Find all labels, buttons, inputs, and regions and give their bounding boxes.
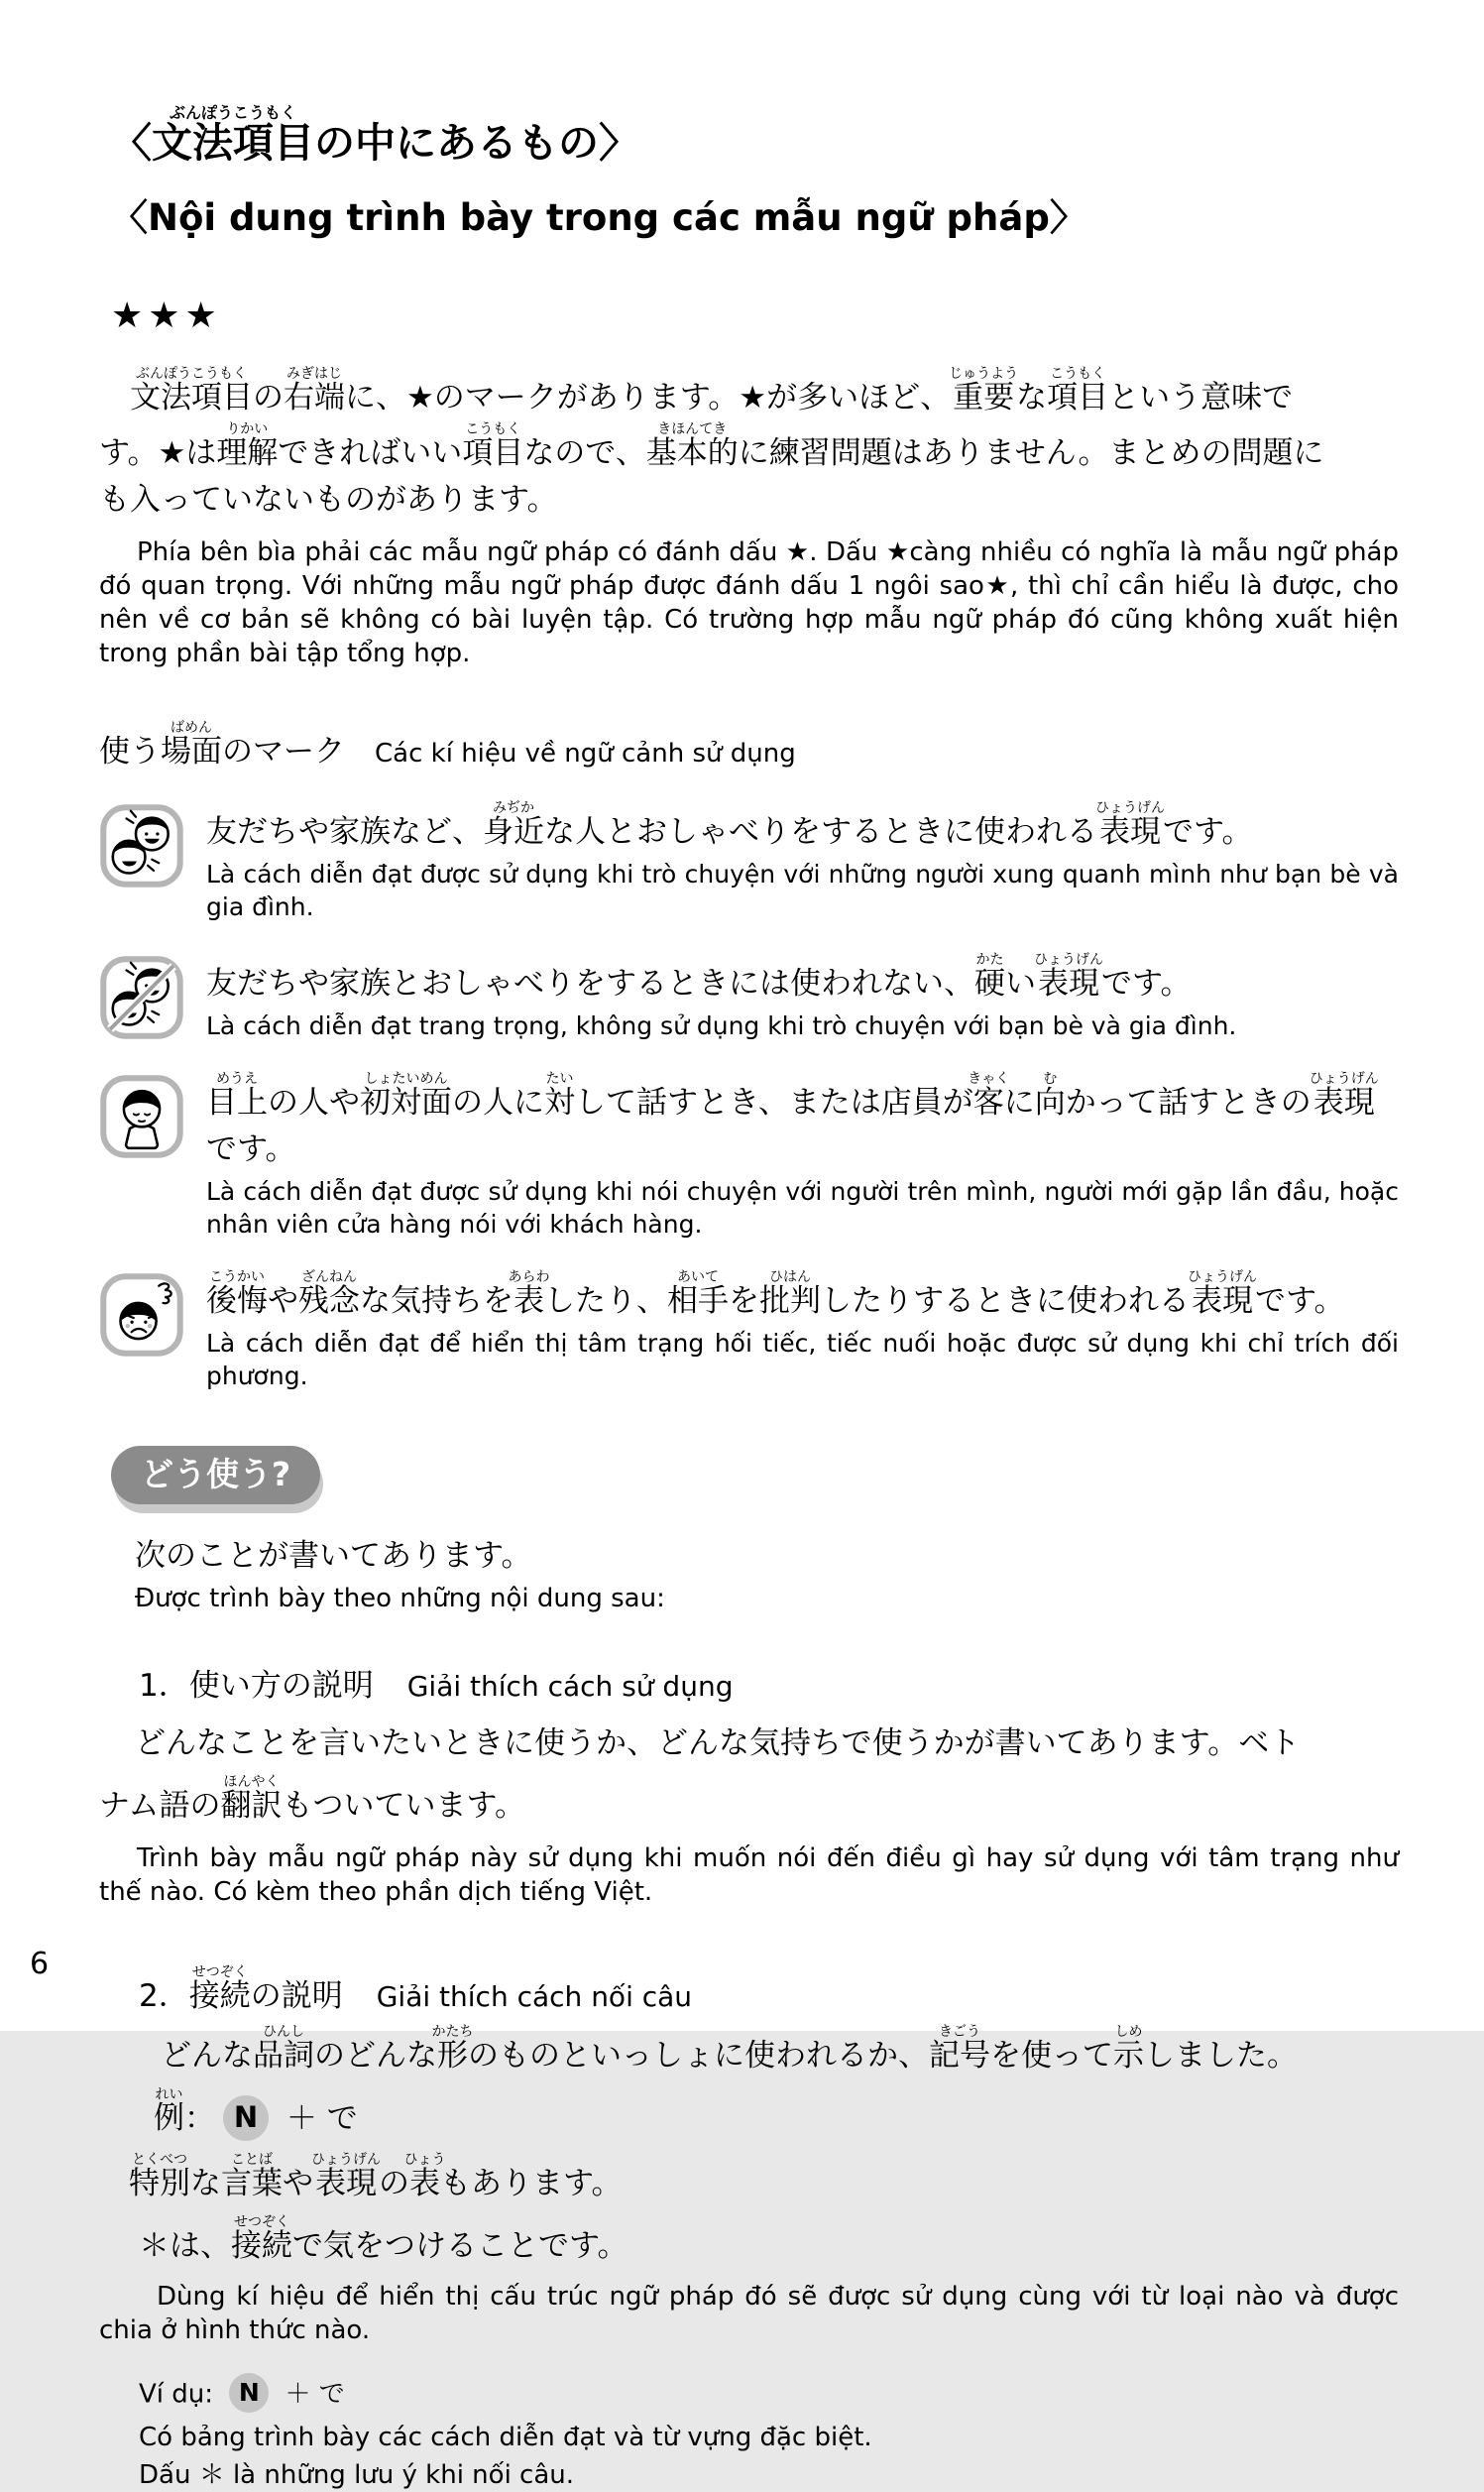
marker-jp: 友だちや家族とおしゃべりをするときには使われない、硬かたい表現ひょうげんです。 <box>206 951 1192 1002</box>
how-to-use-badge: どう使う? <box>111 1446 320 1504</box>
star-explanation-japanese <box>99 348 1399 524</box>
star-explanation-vietnamese: Phía bên bìa phải các mẫu ngữ pháp có đánh dấu ★. Dấu ★càng nhiều có nghĩa là mẫu ngữ pháp đó quan trọng. Với những mẫu ngữ pháp được đánh dấu 1 ngôi sao★, thì chỉ cần hiểu là được, cho nên về cơ bản sẽ không có bài luyện tập. Có trường hợp mẫu ngữ pháp đó cũng không xuất hiện trong phần bài tập tổng hợp. <box>99 536 1399 668</box>
no-casual-chat-icon <box>99 955 184 1040</box>
howto-item2-vn-example: Ví dụ: N ＋ で <box>139 2373 1399 2417</box>
usage-markers-heading-jp: 使う場面ばめんのマーク <box>99 719 345 770</box>
marker-jp: 友だちや家族など、身近みぢかな人とおしゃべりをするときに使われる表現ひょうげんです。 <box>206 799 1253 850</box>
marker-item-formal <box>99 947 1399 1042</box>
page-title-japanese: 〈文法項目ぶんぽうこうもくの中にあるもの〉 <box>111 103 639 168</box>
noun-symbol-badge: N <box>223 2095 269 2141</box>
howto-item2-jp-line: どんな品詞ひんしのどんな形かたちのものといっしょに使われるか、記号きごうを使って示しめしました。 <box>161 2023 1298 2074</box>
marker-text <box>206 947 1399 1042</box>
marker-item-casual <box>99 795 1399 923</box>
marker-text <box>206 1066 1399 1241</box>
howto-item2-jp-line: ＊は、接続せつぞくで気をつけることです。 <box>139 2213 628 2264</box>
casual-chat-icon <box>99 803 184 889</box>
noun-symbol-badge: N <box>229 2373 269 2413</box>
jp-text-line: も入っていないものがあります。 <box>99 481 558 518</box>
howto-item1-heading <box>139 1655 1399 1707</box>
howto-item2-heading-vn: Giải thích cách nối câu <box>376 1979 693 2013</box>
howto-item2-jp-line: 特別とくべつな言葉ことばや表現ひょうげんの表ひょうもあります。 <box>129 2151 623 2201</box>
howto-item2-vn-line: Dấu ＊ là những lưu ý khi nối câu. <box>139 2459 575 2490</box>
howto-item2-vn-para: Dùng kí hiệu để hiển thị cấu trúc ngữ pháp đó sẽ được sử dụng cùng với từ loại nào và được chia ở hình thức nào. <box>99 2281 1399 2345</box>
howto-intro-jp: 次のことが書いてあります。 <box>135 1537 532 1574</box>
page-number: 6 <box>30 1947 50 1981</box>
marker-vn: Là cách diễn đạt trang trọng, không sử dụng khi trò chuyện với bạn bè và gia đình. <box>206 1010 1237 1040</box>
jp-text-line: す。★は理解りかいできればいい項目こうもくなので、基本的きほんてきに練習問題はありません。まとめの問題に <box>99 420 1324 471</box>
marker-text <box>206 795 1399 923</box>
marker-item-polite <box>99 1066 1399 1241</box>
howto-item2-heading <box>139 1949 1399 2017</box>
marker-vn: Là cách diễn đạt được sử dụng khi trò chuyện với những người xung quanh mình như bạn bè và gia đình. <box>206 859 1399 921</box>
usage-markers-heading <box>99 704 1399 771</box>
howto-item1-jp-line: どんなことを言いたいときに使うか、どんな気持ちで使うかが書いてあります。ベト <box>135 1724 1301 1761</box>
howto-intro-vn: Được trình bày theo những nội dung sau: <box>135 1583 665 1613</box>
howto-item1-vn: Trình bày mẫu ngữ pháp này sử dụng khi muốn nói đến điều gì hay sử dụng với tâm trạng như thế nào. Có kèm theo phần dịch tiếng Việt. <box>99 1842 1399 1907</box>
marker-jp: 目上めうえの人や初対面しょたいめんの人に対たいして話すとき、または店員が客きゃくに向むかって話すときの表現ひょうげんです。 <box>206 1070 1379 1167</box>
howto-item2-example-jp: 例れい： N ＋ で <box>154 2079 1399 2145</box>
regret-face-icon <box>99 1272 184 1358</box>
howto-item1-jp-line: ナム語の翻訳ほんやくもついています。 <box>99 1773 525 1824</box>
usage-markers-heading-vn: Các kí hiệu về ngữ cảnh sử dụng <box>375 738 796 769</box>
page-title-vietnamese: 〈Nội dung trình bày trong các mẫu ngữ pháp〉 <box>111 195 1086 239</box>
stars-heading: ★★★ <box>111 295 222 336</box>
polite-bow-icon <box>99 1074 184 1159</box>
marker-jp: 後悔こうかいや残念ざんねんな気持ちを表あらわしたり、相手あいてを批判ひはんしたりするときに使われる表現ひょうげんです。 <box>206 1268 1345 1319</box>
howto-item2-vn-line: Có bảng trình bày các cách diễn đạt và từ vựng đặc biệt. <box>139 2422 872 2452</box>
howto-item1-heading-vn: Giải thích cách sử dụng <box>406 1669 734 1703</box>
howto-item2-heading-jp: 2．接続せつぞくの説明 <box>139 1963 343 2014</box>
marker-text <box>206 1264 1399 1392</box>
marker-item-regret <box>99 1264 1399 1392</box>
marker-vn: Là cách diễn đạt để hiển thị tâm trạng hối tiếc, tiếc nuối hoặc được sử dụng khi chỉ trích đối phương. <box>206 1328 1399 1390</box>
jp-text-line: 文法項目ぶんぽうこうもくの右端みぎはじに、★のマークがあります。★が多いほど、重要じゅうような項目こうもくという意味で <box>130 365 1294 415</box>
howto-item1-heading-jp: 1．使い方の説明 <box>139 1667 374 1704</box>
marker-vn: Là cách diễn đạt được sử dụng khi nói chuyện với người trên mình, người mới gặp lần đầu, hoặc nhân viên cửa hàng nói với khách hàng. <box>206 1176 1399 1239</box>
